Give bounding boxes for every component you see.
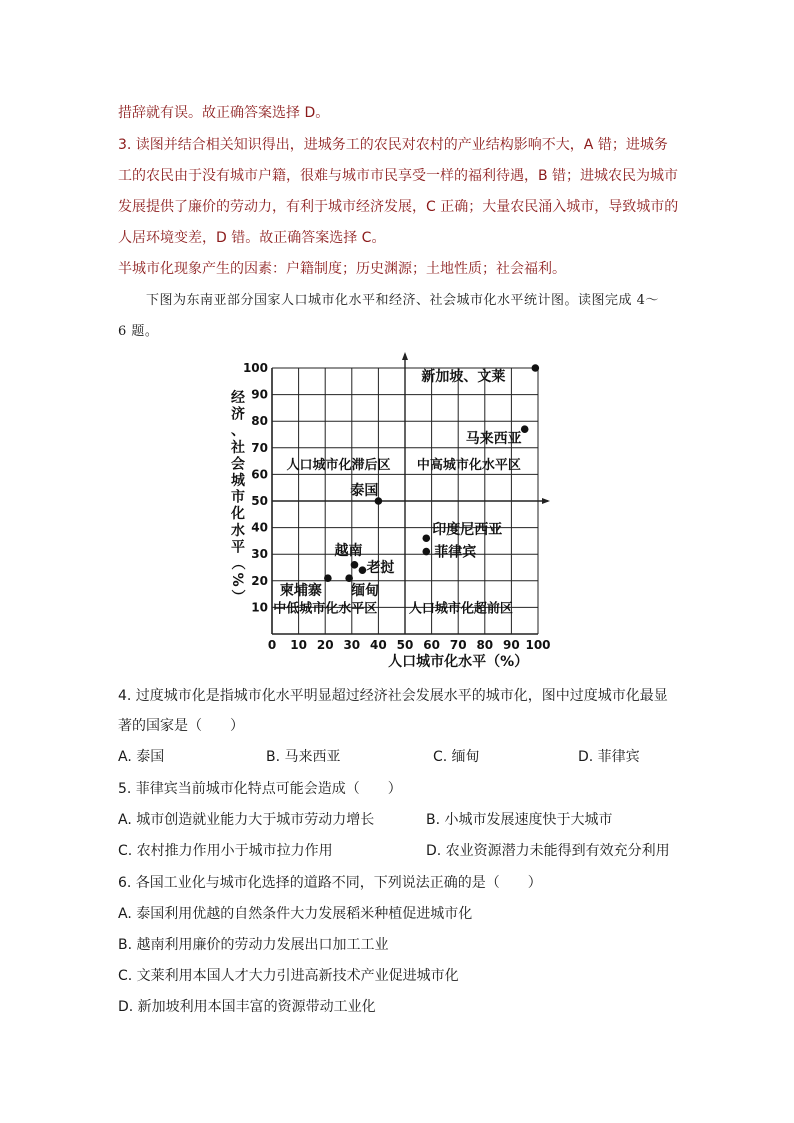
q6-option-c[interactable]: C. 文莱利用本国人才大力引进高新技术产业促进城市化 (118, 968, 459, 984)
y-axis-label-char: （ (229, 556, 245, 570)
y-tick-label: 40 (251, 520, 268, 535)
y-tick-label: 20 (251, 573, 268, 588)
data-point (422, 534, 430, 542)
q5-stem: 5. 菲律宾当前城市化特点可能会造成（ ） (118, 781, 402, 797)
data-point-label: 柬埔寨 (279, 583, 322, 600)
y-axis-label-char: 济 (231, 406, 245, 423)
q6-option-a[interactable]: A. 泰国利用优越的自然条件大力发展稻米种植促进城市化 (118, 906, 473, 922)
y-tick-label: 100 (242, 361, 268, 375)
region-label: 人口城市化超前区 (408, 601, 513, 617)
q5-option-d[interactable]: D. 农业资源潜力未能得到有效充分利用 (426, 843, 670, 859)
data-point (422, 548, 430, 556)
intro-line-2: 6 题。 (118, 324, 159, 339)
intro-line-1: 下图为东南亚部分国家人口城市化水平和经济、社会城市化水平统计图。读图完成 4～ (146, 293, 659, 308)
x-tick-label: 80 (476, 638, 494, 652)
data-point (345, 574, 353, 582)
region-label: 中低城市化水平区 (273, 601, 378, 617)
answer-q3-line-3: 发展提供了廉价的劳动力，有利于城市经济发展，C 正确；大量农民涌入城市，导致城市的 (118, 199, 679, 215)
q4-option-b[interactable]: B. 马来西亚 (266, 749, 341, 765)
q6-stem: 6. 各国工业化与城市化选择的道路不同，下列说法正确的是（ ） (118, 875, 542, 891)
q4-stem-line-1: 4. 过度城市化是指城市化水平明显超过经济社会发展水平的城市化，图中过度城市化最显 (118, 688, 668, 704)
answer-q3-line-4: 人居环境变差，D 错。故正确答案选择 C。 (118, 230, 386, 246)
x-tick-label: 10 (290, 638, 307, 652)
x-axis-label: 人口城市化水平（%） (388, 654, 529, 670)
x-tick-label: 30 (343, 638, 361, 652)
arrow-right-icon (542, 498, 550, 504)
x-tick-label: 60 (423, 638, 440, 652)
x-tick-label: 20 (316, 638, 334, 652)
y-axis-label-char: ） (228, 589, 245, 604)
x-tick-label: 90 (503, 638, 520, 652)
y-axis-label-char: 会 (231, 456, 245, 473)
scatter-chart (220, 348, 560, 670)
chart-points (280, 364, 539, 599)
data-point (532, 364, 540, 372)
data-point (359, 566, 367, 574)
y-tick-label: 90 (251, 387, 268, 402)
x-tick-label: 40 (370, 638, 387, 652)
y-tick-label: 30 (251, 547, 268, 562)
q4-option-a[interactable]: A. 泰国 (118, 749, 165, 765)
data-point-label: 越南 (334, 542, 363, 559)
y-tick-label: 10 (251, 600, 268, 615)
q6-option-b[interactable]: B. 越南利用廉价的劳动力发展出口加工工业 (118, 937, 389, 953)
answer-q3-line-1: 3. 读图并结合相关知识得出，进城务工的农民对农村的产业结构影响不大，A 错；进城务 (118, 137, 668, 153)
data-point (351, 561, 359, 569)
q5-option-c[interactable]: C. 农村推力作用小于城市拉力作用 (118, 843, 333, 859)
region-label: 人口城市化滞后区 (286, 457, 391, 473)
data-point-label: 马来西亚 (465, 431, 522, 448)
y-axis-label-char: 经 (231, 390, 245, 406)
x-tick-label: 50 (396, 638, 414, 652)
y-axis-label-char: 社 (231, 439, 245, 456)
data-point (521, 425, 529, 433)
y-axis-label-char: 水 (231, 522, 245, 539)
q5-option-b[interactable]: B. 小城市发展速度快于大城市 (426, 812, 613, 828)
q4-stem-line-2: 著的国家是（ ） (118, 718, 244, 734)
x-tick-label: 0 (267, 638, 277, 652)
data-point-label: 缅甸 (351, 583, 380, 600)
answer-text-line: 措辞就有误。故正确答案选择 D。 (118, 105, 330, 121)
answer-factors: 半城市化现象产生的因素：户籍制度；历史渊源；土地性质；社会福利。 (118, 261, 566, 277)
y-axis-label (229, 389, 246, 603)
y-axis-label-char: % (229, 572, 245, 587)
data-point (324, 574, 332, 582)
y-axis-label-char: 平 (231, 539, 245, 556)
data-point-label: 泰国 (350, 483, 379, 499)
y-tick-label: 70 (251, 440, 268, 455)
y-axis-label-char: 市 (231, 489, 245, 506)
y-tick-label: 80 (251, 414, 268, 429)
q5-option-a[interactable]: A. 城市创造就业能力大于城市劳动力增长 (118, 812, 375, 828)
data-point-label: 老挝 (366, 560, 395, 577)
x-tick-label: 70 (449, 638, 467, 652)
y-axis-label-char: 、 (231, 423, 245, 440)
data-point-label: 菲律宾 (434, 544, 477, 561)
y-tick-label: 60 (251, 467, 268, 482)
q6-option-d[interactable]: D. 新加坡利用本国丰富的资源带动工业化 (118, 999, 376, 1015)
y-axis-label-char: 城 (231, 473, 245, 489)
q4-option-c[interactable]: C. 缅甸 (433, 749, 480, 765)
x-tick-label: 100 (525, 638, 551, 652)
data-point-label: 新加坡、文莱 (421, 369, 506, 385)
y-axis-label-char: 化 (231, 506, 245, 523)
arrow-up-icon (402, 352, 408, 360)
answer-q3-line-2: 工的农民由于没有城市户籍，很难与城市市民享受一样的福利待遇，B 错；进城农民为城市 (118, 168, 679, 184)
data-point-label: 印度尼西亚 (432, 522, 503, 539)
q4-option-d[interactable]: D. 菲律宾 (578, 749, 640, 765)
y-tick-label: 50 (251, 494, 268, 508)
region-label: 中高城市化水平区 (416, 457, 521, 473)
